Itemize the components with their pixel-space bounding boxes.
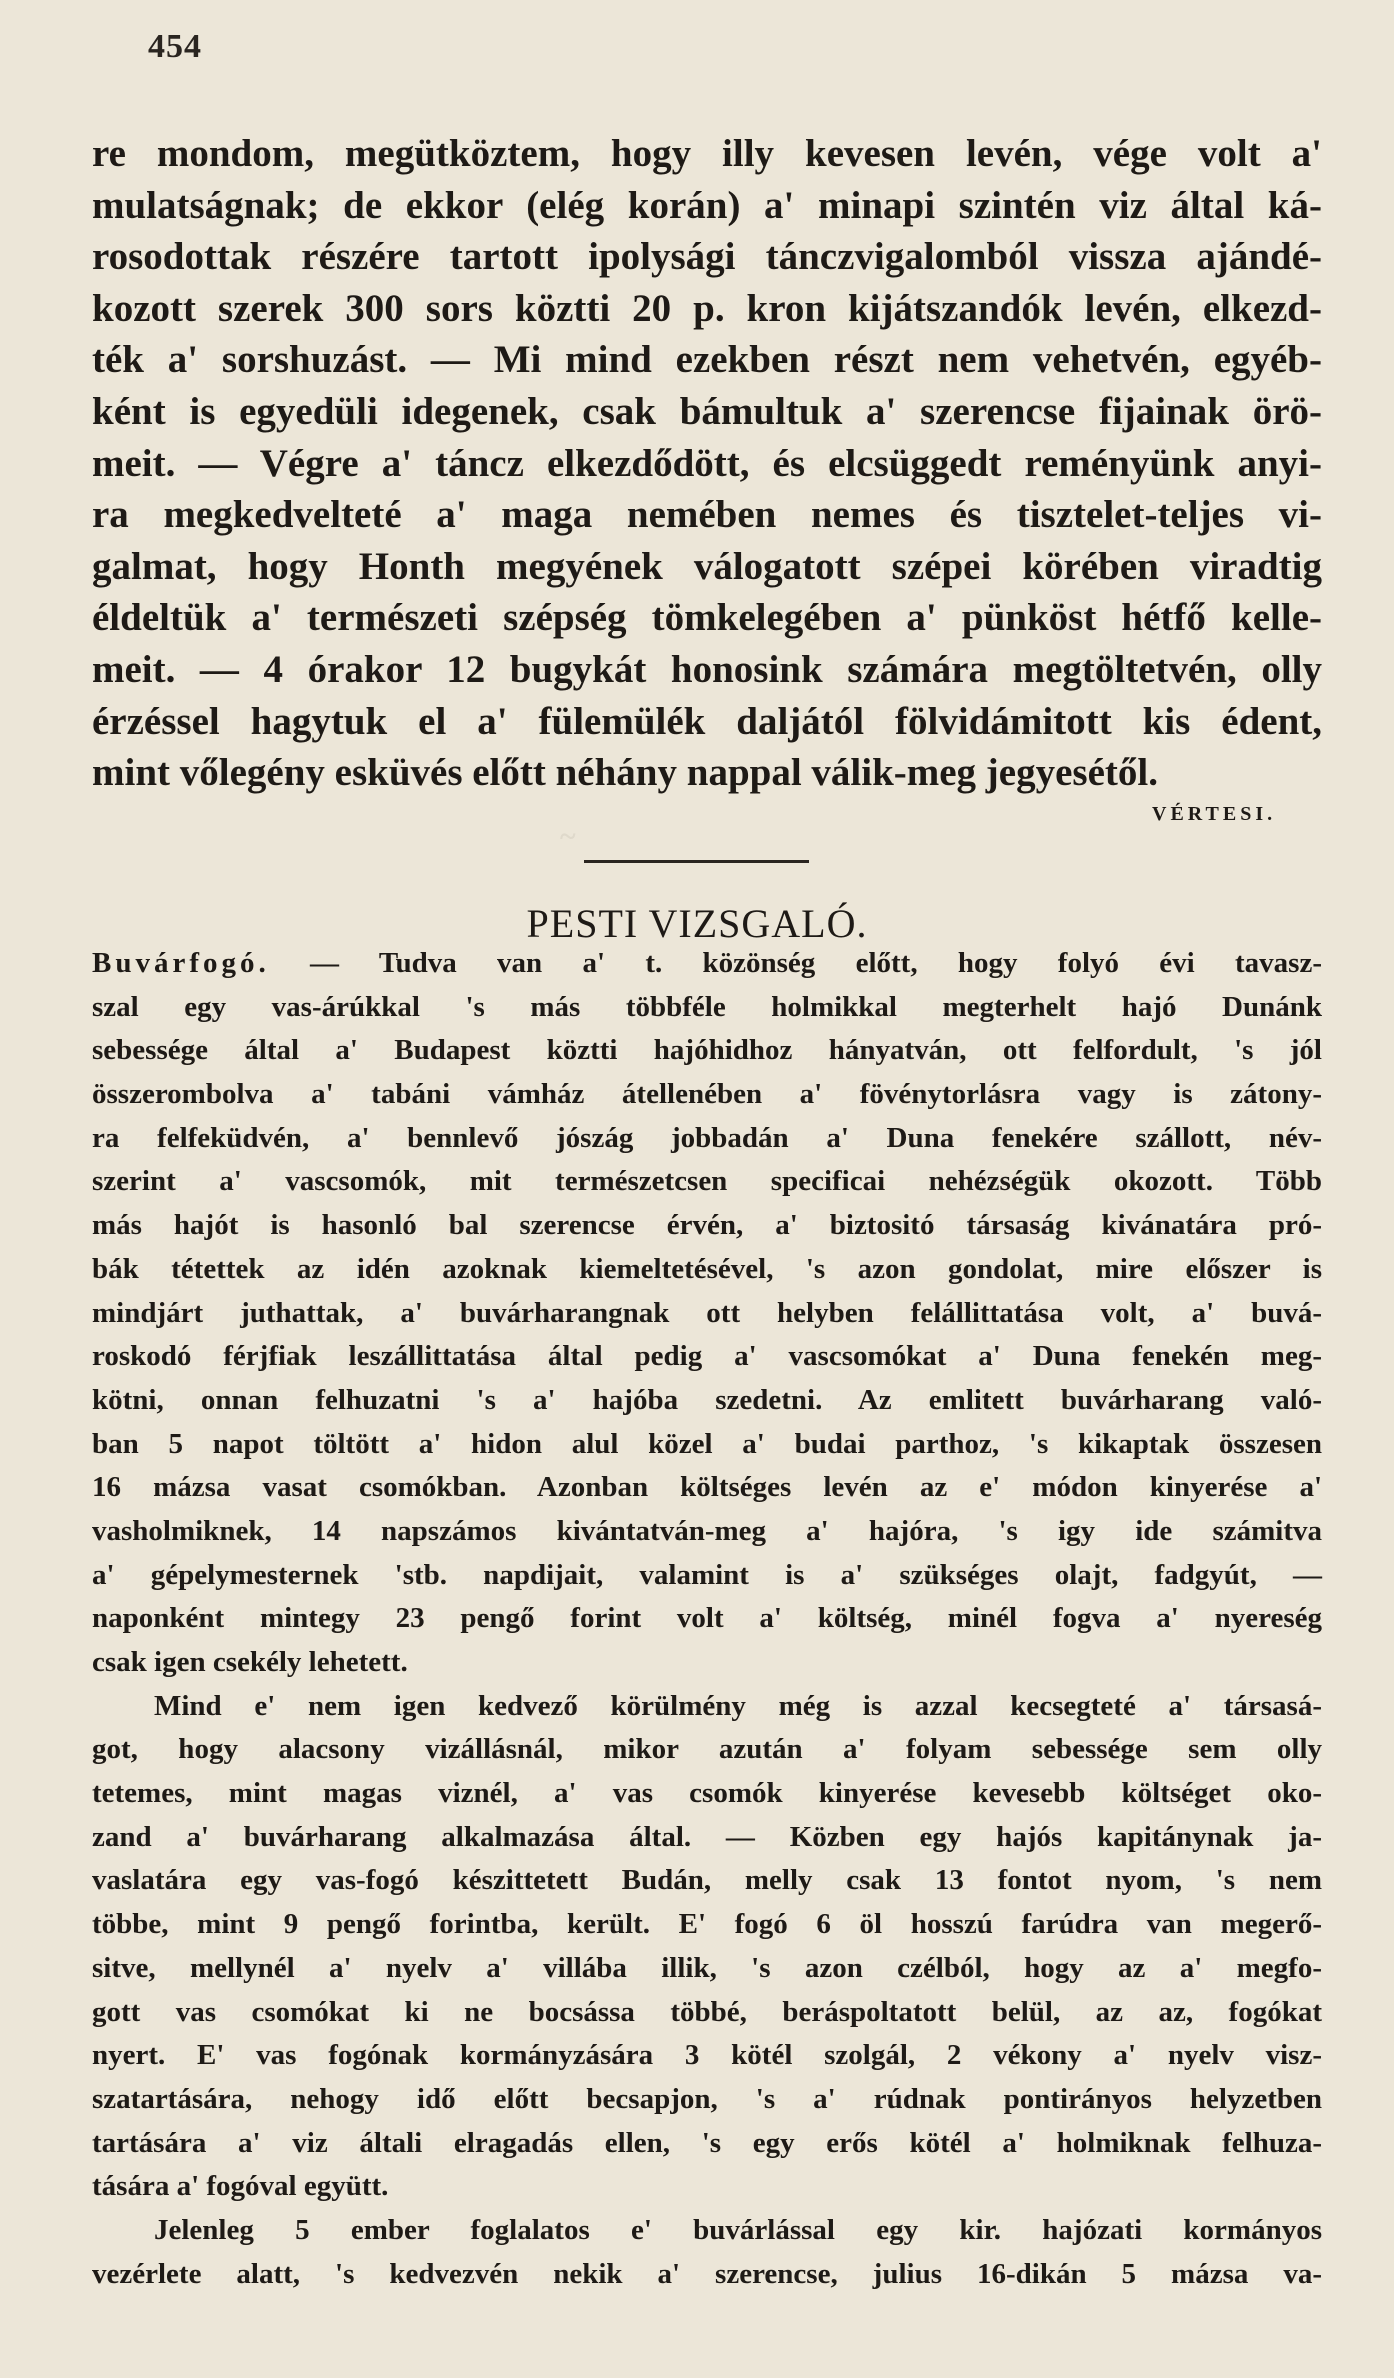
text-line: kozott szerek 300 sors köztti 20 p. kron kijátszandók levén, elkezd-	[92, 286, 1322, 330]
text-line: meit. — 4 órakor 12 bugykát honosink számára megtöltetvén, olly	[92, 647, 1322, 691]
section-title: PESTI VIZSGALÓ.	[526, 901, 868, 946]
text-line: galmat, hogy Honth megyének válogatott szépei körében viradtig	[92, 544, 1322, 588]
text-line: vasholmiknek, 14 napszámos kivántatván-meg a' hajóra, 's igy ide számitva	[92, 1514, 1322, 1547]
text-line: vezérlete alatt, 's kedvezvén nekik a' szerencse, julius 16-dikán 5 mázsa va-	[92, 2257, 1322, 2290]
text-line: Mind e' nem igen kedvező körülmény még is azzal kecsegteté a' társasá-	[154, 1689, 1322, 1722]
text-line: bák tétettek az idén azoknak kiemeltetésével, 's azon gondolat, mire előszer is	[92, 1252, 1322, 1285]
text-line: tetemes, mint magas viznél, a' vas csomók kinyerése kevesebb költséget oko-	[92, 1777, 1322, 1810]
text-line: sebessége által a' Budapest köztti hajóhidhoz hányatván, ott felfordult, 's jól	[92, 1034, 1322, 1067]
text-line: szerint a' vascsomók, mit természetcsen specificai nehézségük okozott. Több	[92, 1165, 1322, 1198]
text-line: más hajót is hasonló bal szerencse érvén, a' biztositó társaság kivánatára pró-	[92, 1209, 1322, 1242]
text-line: ték a' sorshuzást. — Mi mind ezekben részt nem vehetvén, egyéb-	[92, 338, 1322, 382]
text-line: szatartására, nehogy idő előtt becsapjon, 's a' rúdnak pontirányos helyzetben	[92, 2082, 1322, 2115]
text-line: got, hogy alacsony vizállásnál, mikor azután a' folyam sebessége sem olly	[92, 1733, 1322, 1766]
text-line: mint vőlegény esküvés előtt néhány nappal válik-meg jegyesétől.	[92, 751, 1158, 795]
text-line: csak igen csekély lehetett.	[92, 1646, 408, 1678]
text-line: ban 5 napot töltött a' hidon alul közel a' budai parthoz, 's kikaptak összesen	[92, 1427, 1322, 1460]
text-line: mulatságnak; de ekkor (elég korán) a' minapi szintén viz által ká-	[92, 183, 1322, 227]
text-line: a' gépelymesternek 'stb. napdijait, valamint is a' szükséges olajt, fadgyút, —	[92, 1558, 1322, 1591]
text-line: szal egy vas-árúkkal 's más többféle holmikkal megterhelt hajó Dunánk	[92, 990, 1322, 1023]
text-line: zand a' buvárharang alkalmazása által. — Közben egy hajós kapitánynak ja-	[92, 1820, 1322, 1853]
text-line: re mondom, megütköztem, hogy illy kevesen levén, vége volt a'	[92, 132, 1322, 175]
text-line: tartására a' viz általi elragadás ellen, 's egy erős kötél a' holmiknak felhuza-	[92, 2126, 1322, 2159]
text-line: meit. — Végre a' táncz elkezdődött, és elcsüggedt reményünk anyi-	[92, 441, 1322, 485]
text-line: éldeltük a' természeti szépség tömkelegében a' pünköst hétfő kelle-	[92, 596, 1322, 640]
text-line: Jelenleg 5 ember foglalatos e' buvárlással egy kir. hajózati kormányos	[154, 2213, 1322, 2246]
text-line: naponként mintegy 23 pengő forint volt a' költség, minél fogva a' nyereség	[92, 1602, 1322, 1635]
text-line: kötni, onnan felhuzatni 's a' hajóba szedetni. Az emlitett buvárharang való-	[92, 1383, 1322, 1416]
text-line: ként is egyedüli idegenek, csak bámultuk a' szerencse fijainak örö-	[92, 389, 1322, 433]
text-line: többe, mint 9 pengő forintba, került. E' fogó 6 öl hosszú farúdra van megerő-	[92, 1908, 1322, 1941]
text-line: mindjárt juthattak, a' buvárharangnak ott helyben felállittatása volt, a' buvá-	[92, 1296, 1322, 1329]
page-number: 454	[148, 28, 202, 65]
text-line: gott vas csomókat ki ne bocsássa többé, beráspoltatott belül, az az, fogókat	[92, 1995, 1322, 2028]
text-line: összerombolva a' tabáni vámház átellenében a' fövénytorlásra vagy is zátony-	[92, 1078, 1322, 1111]
section-divider	[584, 860, 809, 863]
first-line-rest: — Tudva van a' t. közönség előtt, hogy folyó évi tavasz-	[310, 947, 1323, 979]
text-line: 16 mázsa vasat csomókban. Azonban költséges levén az e' módon kinyerése a'	[92, 1471, 1322, 1504]
text-line: roskodó férjfiak leszállittatása által pedig a' vascsomókat a' Duna fenekén meg-	[92, 1340, 1322, 1373]
lower-article-text	[92, 942, 1322, 2296]
text-line: nyert. E' vas fogónak kormányzására 3 kötél szolgál, 2 vékony a' nyelv visz-	[92, 2039, 1322, 2072]
text-line: vaslatára egy vas-fogó készittetett Budán, melly csak 13 fontot nyom, 's nem	[92, 1864, 1322, 1897]
author-signature: VÉRTESI.	[1152, 803, 1277, 825]
upper-article-text	[92, 128, 1322, 799]
text-line: ra felfeküdvén, a' bennlevő jószág jobbadán a' Duna fenekére szállott, név-	[92, 1121, 1322, 1154]
text-line: érzéssel hagytuk el a' fülemülék daljától fölvidámitott kis édent,	[92, 699, 1322, 743]
first-line	[92, 942, 1322, 986]
text-line: ra megkedvelteté a' maga nemében nemes és tisztelet-teljes vi-	[92, 493, 1322, 537]
bleed-through-decoration: ~	[560, 820, 576, 853]
text-line: tására a' fogóval együtt.	[92, 2170, 389, 2203]
lead-word: Buvárfogó.	[92, 947, 270, 979]
text-line: sitve, mellynél a' nyelv a' villába illik, 's azon czélból, hogy az a' megfo-	[92, 1951, 1322, 1984]
text-line: rosodottak részére tartott ipolysági tánczvigalomból vissza ajándé-	[92, 235, 1322, 279]
